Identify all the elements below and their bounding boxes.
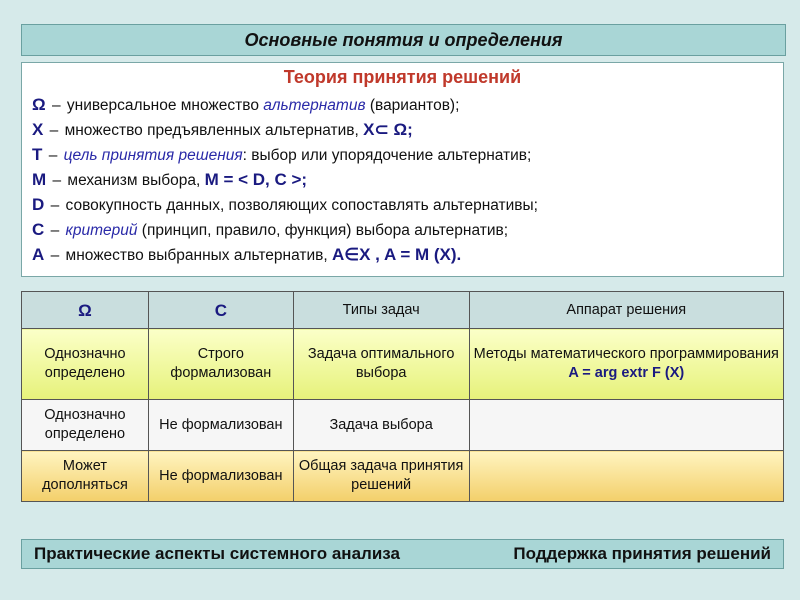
definition-m: M – механизм выбора, M = < D, C >; (32, 170, 308, 189)
cell-task-type: Задача оптимального выбора (293, 329, 469, 400)
cell-omega: Однозначно определено (22, 329, 149, 400)
cell-task-type: Общая задача принятия решений (293, 451, 469, 502)
header-c: C (148, 292, 293, 329)
symbol-t: T (32, 145, 43, 164)
cell-omega: Однозначно определено (22, 400, 149, 451)
cell-omega: Может дополняться (22, 451, 149, 502)
symbol-omega: Ω (32, 95, 46, 114)
cell-c: Строго формализован (148, 329, 293, 400)
cell-c: Не формализован (148, 400, 293, 451)
definition-x: X – множество предъявленных альтернатив, X⊂ Ω; (32, 120, 413, 139)
header-apparatus: Аппарат решения (469, 292, 783, 329)
apparatus-formula: A = arg extr F (X) (568, 365, 685, 381)
footer-bar (21, 539, 784, 569)
cell-c: Не формализован (148, 451, 293, 502)
cell-apparatus (469, 400, 783, 451)
decision-types-table (21, 291, 784, 502)
symbol-m: M (32, 170, 47, 189)
slide-title: Основные понятия и определения (244, 29, 563, 50)
symbol-x: X (32, 120, 44, 139)
definitions-heading: Теория принятия решений (283, 67, 522, 87)
footer-left-link[interactable]: Практические аспекты системного анализа (34, 544, 400, 563)
definition-t: T – цель принятия решения: выбор или упорядочение альтернатив; (32, 145, 532, 164)
symbol-a: A (32, 245, 45, 264)
definition-c: C – критерий (принцип, правило, функция) выбора альтернатив; (32, 220, 509, 239)
symbol-d: D (32, 195, 45, 214)
definition-omega: Ω – универсальное множество альтернатив (вариантов); (32, 95, 460, 114)
table-header-row (22, 292, 784, 329)
footer-right-link[interactable]: Поддержка принятия решений (513, 544, 771, 563)
definition-d: D – совокупность данных, позволяющих сопоставлять альтернативы; (32, 195, 538, 214)
apparatus-text: Методы математического программирования (473, 346, 779, 362)
cell-apparatus (469, 451, 783, 502)
definition-a: A – множество выбранных альтернатив, A∈X , A = M (X). (32, 245, 462, 264)
table-row (22, 451, 784, 502)
definitions-panel (21, 62, 784, 277)
header-task-types: Типы задач (293, 292, 469, 329)
cell-task-type: Задача выбора (293, 400, 469, 451)
slide-title-bar (21, 24, 786, 56)
cell-apparatus (469, 329, 783, 400)
table-row (22, 400, 784, 451)
table-row (22, 329, 784, 400)
symbol-c: C (32, 220, 45, 239)
header-omega: Ω (22, 292, 149, 329)
